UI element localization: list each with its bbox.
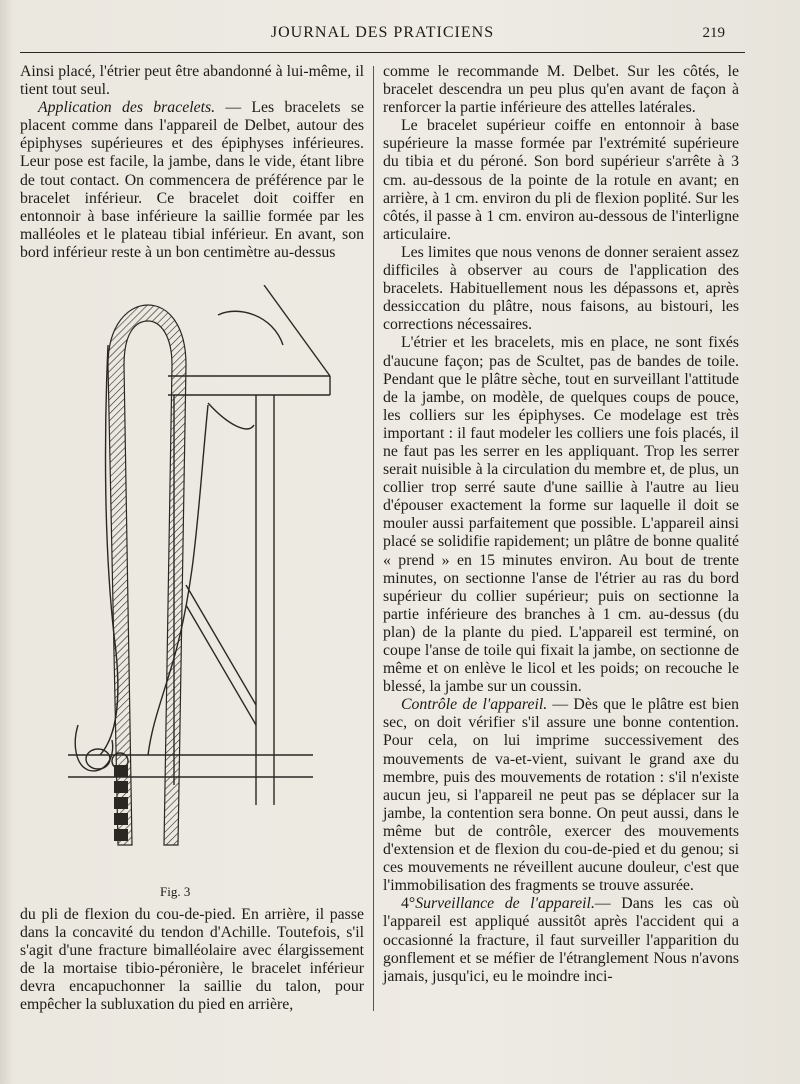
paragraph-text: — Les bracelets se placent comme dans l'appareil de Delbet, autour des épiphyses supérieures et des épiphyses inférieures. Leur pose est facile, la jambe, dans le vide, étant libre de tout contact. On commencera de préférence par le bracelet inférieur. Ce bracelet doit coiffer en entonnoir à base inférieure la saillie formée par les malléoles et le plateau tibial inférieur. En avant, son bord inférieur reste à un bon centimètre au-dessus — [20, 99, 364, 261]
left-column-top — [20, 63, 364, 262]
page-number: 219 — [702, 25, 725, 41]
toe — [86, 749, 110, 769]
paragraph: L'étrier et les bracelets, mis en place, ne sont fixés d'aucune façon; pas de Scultet, pas de bandes de toile. Pendant que le plâtre sèche, tout en surveillant l'attitude de la jambe, on modèle, de quelques coups de pouce, les colliers sur les épiphyses. Ce modelage est très important : il faut modeler les colliers une fois placés, il ne faut pas les serrer en les appliquant. Trop les serrer serait nuisible à la circulation du membre et, de plus, un collier trop serré saute d'une saillie à l'autre au lieu d'épouser exactement la forme sur laquelle il doit se mouler aussi parfaitement que possible. L'appareil ainsi placé se solidifie rapidement; un plâtre de bonne qualité « prend » en 15 minutes environ. Au bout de trente minutes, on sectionne l'anse de l'étrier au ras du bord supérieur du collier supérieur; puis on sectionne la partie inférieure des branches à 1 cm. au-dessus (du plan) de la plante du pied. L'appareil est terminé, on coupe l'anse de toile qui fixait la jambe, on sectionne de même et on enlève le licol et les poids; on recouche le blessé, la jambe sur un coussin. — [383, 334, 739, 696]
thigh-outline — [218, 311, 283, 345]
figure-caption: Fig. 3 — [160, 884, 191, 899]
section-title: Contrôle de l'appareil. — [401, 696, 548, 714]
figure-3-illustration — [68, 285, 334, 873]
paragraph-text: — Dans les cas où l'appareil est appliqué aussitôt après l'accident qui a occasionné la fracture, il faut surveiller l'apparition du gonflement et se méfier de l'étranglement Nous n'avons jamais, jusqu'ici, eu le moindre inci- — [383, 895, 739, 985]
section-title: Application des bracelets. — [38, 99, 216, 117]
foot-outline — [75, 725, 112, 771]
paragraph: Les limites que nous venons de donner seraient assez difficiles à observer au cours de l'application des bracelets. Habituellement nous les dépassons et, après dessiccation du plâtre, nous faisons, au bistouri, les corrections nécessaires. — [383, 243, 739, 334]
paragraph-controle — [383, 696, 739, 895]
paragraph: du pli de flexion du cou-de-pied. En arrière, il passe dans la concavité du tendon d'Achille. Toutefois, s'il s'agit d'une fracture bimalléolaire avec élargissement de la mortaise tibio-péronière, le bracelet inférieur devra encapuchonner la saillie du talon, pour empêcher la subluxation du pied en arrière, — [20, 906, 364, 1014]
column-divider — [373, 66, 374, 1011]
paragraph-text: — Dès que le plâtre est bien sec, on doit vérifier s'il assure une bonne contention. Pour cela, on lui imprime successivement des mouvements de va-et-vient, suivant le grand axe du membre, puis des mouvements de rotation : s'il n'existe aucun jeu, si l'appareil ne peut pas se déplacer sur la jambe, la contention sera bonne. On peut aussi, dans le même but de contrôle, exercer des mouvements d'extension et de flexion du cou-de-pied et du genou; si ces mouvements ne réveillent aucune douleur, c'est que l'immobilisation des fragments se trouve assurée. — [383, 696, 740, 895]
paragraph-application-bracelets — [20, 99, 364, 262]
running-header — [20, 22, 745, 53]
paragraph: Le bracelet supérieur coiffe en entonnoir à base supérieure la masse formée par l'extrémité supérieure du tibia et du péroné. Son bord supérieur s'arrête à 3 cm. au-dessous de la pointe de la rotule en avant; en arrière, à 1 cm. environ du pli de flexion poplité. Sur les côtés, il passe à 1 cm. environ au-dessous de l'interligne articulaire. — [383, 117, 739, 243]
left-column-bottom — [20, 906, 364, 1015]
journal-title: JOURNAL DES PRATICIENS — [270, 24, 495, 41]
section-title: Surveillance de l'appareil. — [415, 895, 595, 913]
paragraph: Ainsi placé, l'étrier peut être abandonné à lui-même, il tient tout seul. — [20, 63, 364, 99]
right-column — [383, 63, 739, 986]
plaster-stirrup — [108, 305, 186, 845]
table-support-line — [264, 285, 330, 376]
paragraph: comme le recommande M. Delbet. Sur les côtés, le bracelet descendra un peu plus qu'en avant de façon à renforcer la partie inférieure des attelles latérales. — [383, 63, 739, 117]
section-number: 4° — [401, 895, 416, 913]
traction-weights — [114, 765, 128, 841]
paragraph-surveillance — [383, 895, 739, 985]
